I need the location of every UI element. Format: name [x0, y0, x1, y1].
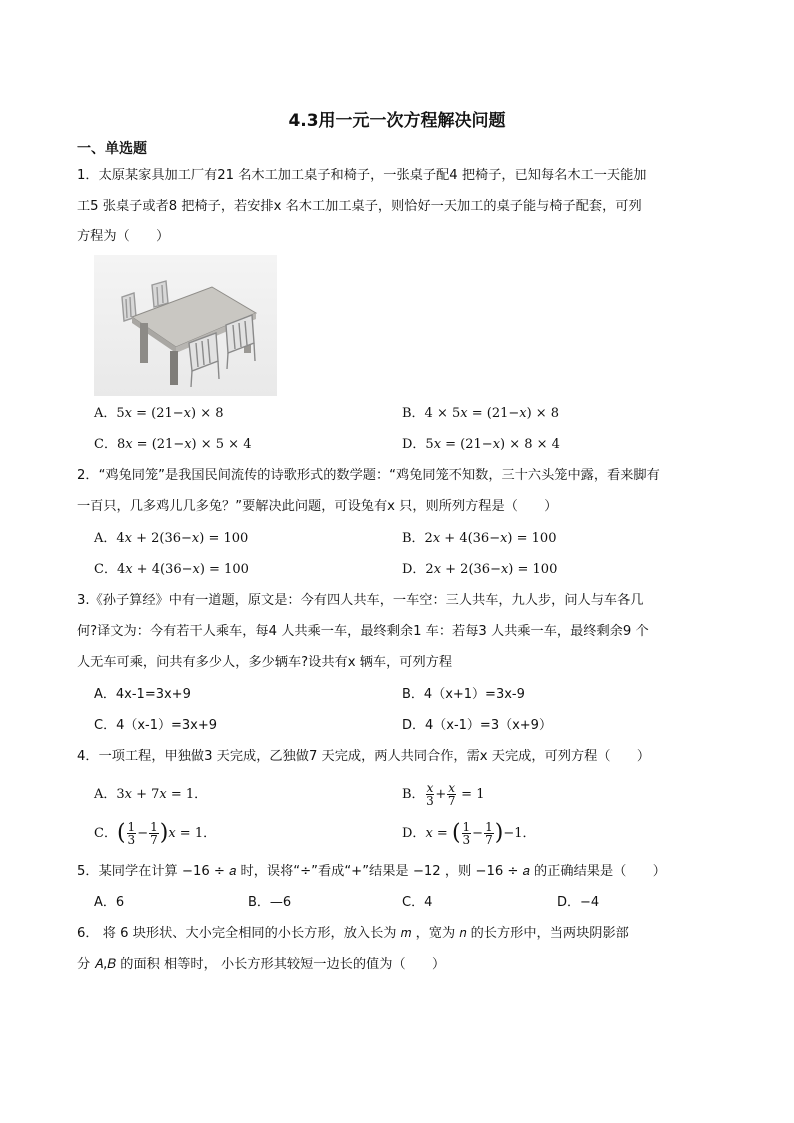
- q1-option-b[interactable]: B．4 × 5𝑥 = (21−𝑥) × 8: [402, 406, 560, 421]
- q4-d-lparen: (: [451, 820, 461, 846]
- page-title: 4.3用一元一次方程解决问题: [288, 111, 506, 131]
- q4-c-rest: 𝑥 = 1．: [168, 826, 217, 841]
- q6-line2: 分 𝐴,𝐵 的面积 相等时， 小长方形其较短一边长的值为（ ）: [77, 957, 446, 972]
- q5-option-d[interactable]: D．−4: [557, 895, 600, 910]
- q4-c-frac1-num: 1: [127, 820, 136, 834]
- q4-d-frac1: [462, 821, 472, 846]
- q5-option-a[interactable]: A．6: [94, 895, 125, 910]
- q4-b-frac2: [447, 782, 456, 807]
- q3-option-d[interactable]: D．4（x-1）=3（x+9）: [402, 718, 552, 733]
- q4-d-frac1-num: 1: [462, 820, 471, 834]
- q3-option-b[interactable]: B．4（x+1）=3x-9: [402, 687, 525, 702]
- q4-b-frac1: [426, 782, 435, 807]
- q4-b-rest: = 1: [461, 787, 485, 802]
- q4-b-frac2-num: 𝑥: [448, 781, 456, 795]
- q3-line2: 何?译文为：今有若干人乘车，每4 人共乘一车，最终剩余1 车：若每3 人共乘一车，最终剩余9 个: [77, 624, 649, 639]
- q1-option-d[interactable]: D．5𝑥 = (21−𝑥) × 8 × 4: [402, 437, 560, 452]
- q4-c-frac1: [127, 821, 137, 846]
- q4-c-lparen: (: [116, 820, 126, 846]
- q2-line1: 2．“鸡兔同笼”是我国民间流传的诗歌形式的数学题：“鸡兔同笼不知数，三十六头笼中露，看来脚有: [77, 468, 660, 483]
- q5-line1: 5．某同学在计算 −16 ÷ 𝑎 时，误将“÷”看成“+”结果是 −12 ，则 −16 ÷ 𝑎 的正确结果是（ ）: [77, 864, 666, 879]
- q1-option-a[interactable]: A．5𝑥 = (21−𝑥) × 8: [94, 406, 224, 421]
- q5-option-c[interactable]: C．4: [402, 895, 433, 910]
- q1-line1: 1．太原某家具加工厂有21 名木工加工桌子和椅子，一张桌子配4 把椅子，已知每名木工一天能加: [77, 168, 647, 183]
- q4-b-frac1-den: 3: [426, 794, 434, 808]
- q4-d-minus: −: [472, 826, 484, 841]
- q4-d-frac2-den: 7: [485, 833, 493, 847]
- q4-d-frac2-num: 1: [485, 820, 493, 834]
- table-chairs-image: [94, 255, 277, 396]
- section-heading: 一、单选题: [77, 141, 147, 157]
- q4-c-rparen: ): [159, 820, 169, 846]
- q2-option-b[interactable]: B．2𝑥 + 4(36−𝑥) = 100: [402, 531, 557, 546]
- q6-line1: 6． 将 6 块形状、大小完全相同的小长方形，放入长为 𝑚 ，宽为 𝑛 的长方形中，当两块阴影部: [77, 926, 629, 941]
- q1-line2: 工5 张桌子或者8 把椅子，若安排x 名木工加工桌子，则恰好一天加工的桌子能与椅子配套，可列: [77, 199, 642, 214]
- q3-option-c[interactable]: C．4（x-1）=3x+9: [94, 718, 218, 733]
- q4-d-rparen: ): [494, 820, 504, 846]
- q3-line1: 3.《孙子算经》中有一道题，原文是：今有四人共车，一车空：三人共车，九人步，问人与车各几: [77, 593, 644, 608]
- q4-line1: 4．一项工程，甲独做3 天完成，乙独做7 天完成，两人共同合作，需x 天完成，可列方程（ ）: [77, 749, 651, 764]
- q4-d-rest: −1．: [503, 826, 536, 841]
- q1-line3: 方程为（ ）: [77, 229, 170, 244]
- q4-option-d[interactable]: [402, 817, 535, 851]
- q3-option-a[interactable]: A．4x-1=3x+9: [94, 687, 191, 702]
- q4-d-pre: 𝑥 =: [425, 826, 452, 841]
- q4-d-frac1-den: 3: [462, 833, 471, 847]
- q4-c-frac2: [149, 821, 159, 846]
- q4-option-c-label: C．: [94, 826, 117, 841]
- q3-line3: 人无车可乘，问共有多少人，多少辆车?设共有x 辆车，可列方程: [77, 655, 453, 670]
- q4-option-b[interactable]: [402, 778, 484, 812]
- q5-option-b[interactable]: B．—6: [248, 895, 292, 910]
- q2-option-c[interactable]: C．4𝑥 + 4(36−𝑥) = 100: [94, 562, 249, 577]
- q4-option-b-label: B．: [402, 787, 425, 802]
- q4-option-d-label: D．: [402, 826, 426, 841]
- q4-c-minus: −: [137, 826, 149, 841]
- q4-b-frac2-den: 7: [447, 794, 456, 808]
- q4-option-a[interactable]: A．3𝑥 + 7𝑥 = 1．: [94, 787, 208, 802]
- q4-c-frac2-num: 1: [150, 820, 158, 834]
- q2-line2: 一百只，几多鸡儿几多兔？”要解决此问题，可设兔有x 只，则所列方程是（ ）: [77, 499, 558, 514]
- q4-b-plus: +: [435, 787, 447, 802]
- q4-d-frac2: [484, 821, 494, 846]
- q1-option-c[interactable]: C．8𝑥 = (21−𝑥) × 5 × 4: [94, 437, 252, 452]
- q4-b-frac1-num: 𝑥: [426, 781, 434, 795]
- q4-c-frac1-den: 3: [127, 833, 136, 847]
- q2-option-a[interactable]: A．4𝑥 + 2(36−𝑥) = 100: [94, 531, 249, 546]
- q4-option-c[interactable]: [94, 817, 216, 851]
- q2-option-d[interactable]: D．2𝑥 + 2(36−𝑥) = 100: [402, 562, 558, 577]
- table-chairs-illustration: [94, 255, 277, 396]
- q4-c-frac2-den: 7: [150, 833, 158, 847]
